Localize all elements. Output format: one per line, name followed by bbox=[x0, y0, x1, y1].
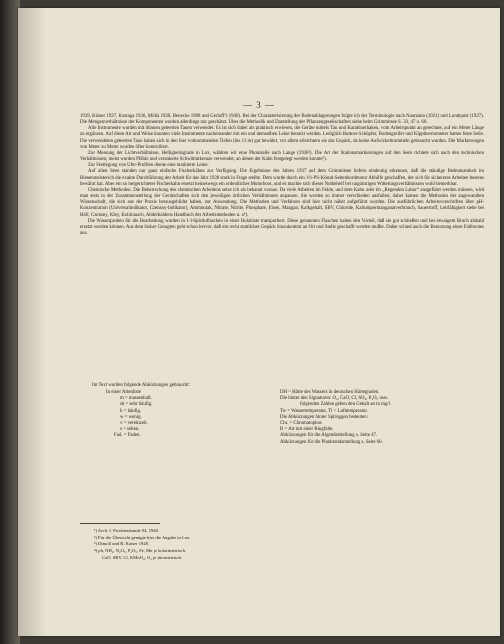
page-number: — 3 — bbox=[243, 100, 275, 110]
abbreviation-item: w = wenig. bbox=[120, 414, 142, 420]
abbreviation-item: sh = sehr häufig. bbox=[120, 402, 153, 408]
abbreviation-item: Fad. = Faden. bbox=[114, 433, 141, 439]
abbreviations-right-column bbox=[280, 390, 480, 446]
book-binding-shadow bbox=[0, 0, 20, 644]
abbreviation-item: s = selten. bbox=[120, 427, 140, 433]
abbreviation-item: m = massenhaft. bbox=[120, 396, 152, 402]
abbreviation-item: R = Art mit einer Ringfalte. bbox=[280, 427, 334, 433]
abbreviation-item: Die hinter den Signaturen: O₂, CaO, Cl, SO₄, P₂O₅ usw. bbox=[280, 396, 389, 402]
abbreviation-item: Chr. = Chromatophor. bbox=[280, 421, 323, 427]
abbreviation-item: folgenden Zahlen geben den Gehalt an in mg/l. bbox=[300, 402, 392, 408]
paragraph-6: Chemische Methoden. Die Beherrschung des chemischen Arbeitens setze ich als bekannt voraus. Da viele Arbeiten im Felde, und dem Kahn oder im „Regenden Labor“ ausgeführt werden müssen, wird man stets in der Zusammenstellung der Gerätschaften sich den jeweiligen örtlichen Verhältnissen anpassen. Sie werden so immer verschieden ausfallen; daher kamen die Methoden der angewandten Wissenschaft, die sich aus der Praxis herausgebildet haben, zur Anwendung. Die Methoden und Verfahren sind hier nicht näher aufgeführt worden. Die ausführlichen Arbeitsvorschriften über pH-Konzentration (Universalindikator, Czensny-Indikator), Ammoniak, Nitrate, Nitrite, Phosphate, Eisen, Mangan, Kalkgehalt, SBV, Chloride, Kaliumpermanganatverbrauch, Sauerstoff, Leitfähigkeit siehe bei Höll, Czensny, Kley, Kohlrausch, Abderhaldens Handbuch der Arbeitsmethoden u. a⁴). bbox=[80, 187, 484, 218]
abbreviation-item: Abkürzungen für die Planktondarstellung s. Seite 60. bbox=[280, 439, 383, 445]
abbreviations-intro: Im Text wurden folgende Abkürzungen gebraucht: bbox=[92, 383, 190, 388]
abbreviation-item: h = häufig. bbox=[120, 408, 142, 414]
abbreviation-item: Die Abkürzungen hinter Spiroggen bedeuten: bbox=[280, 414, 368, 420]
paragraph-2: Alle Instrumente wurden mit dünnen geteerten Tauen verwendet. Es ist sich dabei als praktisch erwiesen, die Geräte mittels Tau und Karabinerhaken, vom Arbeitspunkt an gerechnet, auf ein Meter Länge zu ergänzen. Auf diese Art und Weise konnten viele Instrumente nacheinander mit ein und demselben Leine benutzt werden. Lediglich Ruttner-Schöpfer, Bodengreifer und Kippthermometer hatten feste Seile. Die verwendeten geteerten Taue haben sich in den hier vorkommenden Tiefen (bis 11 m) gut bewährt, vor allem erleichtern sie das Gepäck, da keine Aufwickeltrommeln gebraucht wurden. Die Markierungen von Meter zu Meter wurden öfter kontrolliert. bbox=[80, 126, 484, 150]
footnotes bbox=[94, 528, 454, 562]
abbreviation-item: Tw = Wassertemperatur, Tl = Lufttemperatur. bbox=[280, 408, 368, 414]
footnote: CaO, SBV, Cl, KMnO₄, O₂ je titrometrisch. bbox=[102, 554, 183, 560]
footnote: ⁴) ph, NH₄, N₂O₅, P₂O₅, Fe, Mn je kolorimetrisch. bbox=[94, 548, 187, 554]
paragraph-3: Zur Messung der Lichtverhältnisse, Helligkeitsgrade in Lux, wählten wir eine Photozelle nach Lange (1930²). Die Art der Stationsmarkierungen auf den Seen richtete sich nach den technischen Verhältnissen; meist wurden Pfähle und verankerte Schwimmkreuze verwendet, an denen der Kahn festgelegt werden konnte³). bbox=[80, 150, 484, 163]
footnote: ³) Dimoll und R. Kaiser 1928. bbox=[94, 541, 150, 547]
abbreviation-item: DH = Härte des Wassers in deutschen Härtegraden. bbox=[280, 390, 380, 395]
abbreviation-item: Abkürzungen für die Algendarstellung s. Seite 47. bbox=[280, 433, 378, 439]
document-page bbox=[18, 8, 500, 636]
paragraph-4: Zur Festlegung von Ufer-Profilen diente eine markierte Leine. bbox=[88, 163, 209, 169]
footnote: ²) Für die Übersicht genügte hier die Angabe in Lux. bbox=[94, 534, 191, 540]
footnote: ¹) Arch. f. Protistenkunde 94, 1940. bbox=[94, 528, 160, 533]
paragraph-5: Auf allen Seen standen nur ganz einfache Fischerkähne zur Verfügung. Die Ergebnisse des Jahres 1937 auf dem Grimmitsee liefern eindeutig erkennen, daß die ständige Bedeutsamkeit im Bienenmeisterich die exakte Durchführung der Arbeit für das Jahr 1938 stark in Frage stellte. Dem wurde durch ein 1½-PS-Köstal-Seitenbordmotor Abhilfe geschaffen, der sich für sichereres Arbeiten bestens bewährt hat. Aber ein so hergerichteter Fischerkahn ersetzt keineswegs ein ordentliches Motorboot, und es machte sich dieser Notbehelf bei ungünstigen Witterungsverhältnissen wohl bemerkbar. bbox=[80, 169, 484, 187]
abbreviations-left-column bbox=[106, 390, 246, 440]
footnote-divider bbox=[80, 523, 160, 524]
body-text bbox=[80, 114, 484, 237]
abbreviation-item: v = vereinzelt. bbox=[120, 421, 148, 427]
abbreviation-item: In einer Artenliste bbox=[106, 390, 141, 395]
paragraph-7: Die Wasserproben für die Bearbeitung wurden in 1-l-Spirituflaschen in einer Holzkiste transportiert. Diese genannten Flaschen haben den Vorteil, daß sie gut schließen und bei etwaigem Bruch alsbald ersetzt werden können. Aus dem bisher Gesagten geht schon hervor, daß ein recht stattliches Gepäck hinzukommt an Ort und Stelle geschafft werden mußte. Daher schied auch die Benutzung eines Faltbootes aus. bbox=[80, 218, 484, 236]
paragraph-1: 1939, Küster 1937, Kostaga 1936, Mölla 1928, Benecke 1908 und Gerloff¹) 1940). Bei der Charakterisierung der Bodenablagerungen folgte ich der Terminologie nach Naumann (1921) und Lundquist (1927). Die Mengenverhältnisse der Komponenten wurden allerdings nur geschätzt. Über die Methodik und Darstellung der Pflanzengesellschaften siehe beim Grimmitsee S. 33, 47 u. 60. bbox=[80, 114, 484, 126]
